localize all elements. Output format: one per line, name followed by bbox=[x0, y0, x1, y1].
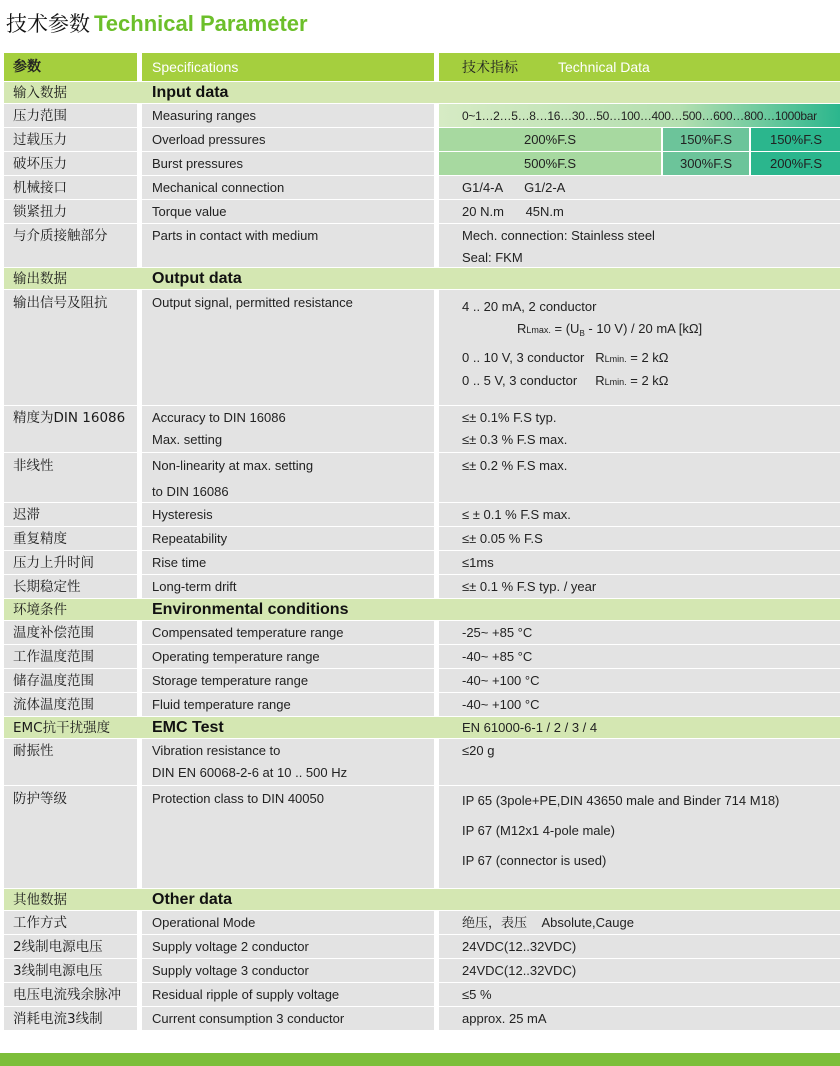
section-environment: 环境条件 Environmental conditions bbox=[4, 599, 840, 621]
range-value: 0~1…2…5…8…16…30…50…100…400…500…600…800…1000bar bbox=[462, 109, 817, 123]
row-repeatability: 重复精度 Repeatability ≤± 0.05 % F.S bbox=[4, 527, 840, 551]
burst-bar-3: 200%F.S bbox=[751, 152, 840, 175]
row-drift: 长期稳定性 Long-term drift ≤± 0.1 % F.S typ. / year bbox=[4, 575, 840, 599]
row-accuracy: 精度为DIN 16086 Accuracy to DIN 16086 Max. setting ≤± 0.1% F.S typ. ≤± 0.3 % F.S max. bbox=[4, 406, 840, 453]
row-supply-3: 3线制电源电压 Supply voltage 3 conductor 24VDC(12..32VDC) bbox=[4, 959, 840, 983]
row-supply-2: 2线制电源电压 Supply voltage 2 conductor 24VDC(12..32VDC) bbox=[4, 935, 840, 959]
row-ripple: 电压电流残余脉冲 Residual ripple of supply voltage ≤5 % bbox=[4, 983, 840, 1007]
header-param: 参数 bbox=[4, 53, 137, 81]
row-rise-time: 压力上升时间 Rise time ≤1ms bbox=[4, 551, 840, 575]
row-operating-temp: 工作温度范围 Operating temperature range -40~ +85 °C bbox=[4, 645, 840, 669]
title-en: Technical Parameter bbox=[94, 11, 308, 36]
section-input: 输入数据 Input data bbox=[4, 82, 840, 104]
row-vibration: 耐振性 Vibration resistance to DIN EN 60068-2-6 at 10 .. 500 Hz ≤20 g bbox=[4, 739, 840, 786]
overload-bar-3: 150%F.S bbox=[751, 128, 840, 151]
row-mechanical: 机械接口 Mechanical connection G1/4-A G1/2-A bbox=[4, 176, 840, 200]
row-compensated-temp: 温度补偿范围 Compensated temperature range -25~ +85 °C bbox=[4, 621, 840, 645]
footer-bar bbox=[0, 1053, 840, 1066]
row-parts: 与介质接触部分 Parts in contact with medium Mech. connection: Stainless steel Seal: FKM bbox=[4, 224, 840, 268]
row-measuring-range: 压力范围 Measuring ranges 0~1…2…5…8…16…30…50…100…400…500…600…800…1000bar bbox=[4, 104, 840, 128]
section-other: 其他数据 Other data bbox=[4, 889, 840, 911]
header-spec: Specifications bbox=[142, 53, 434, 81]
row-operational-mode: 工作方式 Operational Mode 绝压，表压 Absolute,Cauge bbox=[4, 911, 840, 935]
table-header bbox=[4, 53, 840, 82]
row-protection: 防护等级 Protection class to DIN 40050 IP 65 (3pole+PE,DIN 43650 male and Binder 714 M18) IP 67 (M12x1 4-pole male) IP 67 (connector is used) bbox=[4, 786, 840, 889]
page-title bbox=[6, 8, 308, 38]
row-current: 消耗电流3线制 Current consumption 3 conductor approx. 25 mA bbox=[4, 1007, 840, 1031]
burst-bar-2: 300%F.S bbox=[663, 152, 749, 175]
row-hysteresis: 迟滞 Hysteresis ≤ ± 0.1 % F.S max. bbox=[4, 503, 840, 527]
burst-bar-1: 500%F.S bbox=[439, 152, 661, 175]
overload-bar-2: 150%F.S bbox=[663, 128, 749, 151]
overload-bar-1: 200%F.S bbox=[439, 128, 661, 151]
section-output: 输出数据 Output data bbox=[4, 268, 840, 290]
header-techdata: 技术指标 Technical Data bbox=[439, 53, 840, 81]
row-linearity: 非线性 Non-linearity at max. setting to DIN 16086 ≤± 0.2 % F.S max. bbox=[4, 453, 840, 503]
spec-table bbox=[4, 53, 840, 1031]
row-torque: 锁紧扭力 Torque value 20 N.m 45N.m bbox=[4, 200, 840, 224]
row-storage-temp: 储存温度范围 Storage temperature range -40~ +100 °C bbox=[4, 669, 840, 693]
row-output-signal: 输出信号及阻抗 Output signal, permitted resistance 4 .. 20 mA, 2 conductor RLmax. = ($U_B - 10$ V) / 20 mA [kΩ] 0 .. 10 V, 3 conductor RLmin. = 2 kΩ 0 .. 5 V, 3 conductor RLmin. = 2 kΩ bbox=[4, 290, 840, 406]
section-emc: EMC抗干扰强度 EMC Test EN 61000-6-1 / 2 / 3 / 4 bbox=[4, 717, 840, 739]
title-cn: 技术参数 bbox=[6, 12, 90, 36]
row-overload: 过载压力 Overload pressures 200%F.S 150%F.S 150%F.S bbox=[4, 128, 840, 152]
row-burst: 破坏压力 Burst pressures 500%F.S 300%F.S 200%F.S bbox=[4, 152, 840, 176]
row-fluid-temp: 流体温度范围 Fluid temperature range -40~ +100 °C bbox=[4, 693, 840, 717]
